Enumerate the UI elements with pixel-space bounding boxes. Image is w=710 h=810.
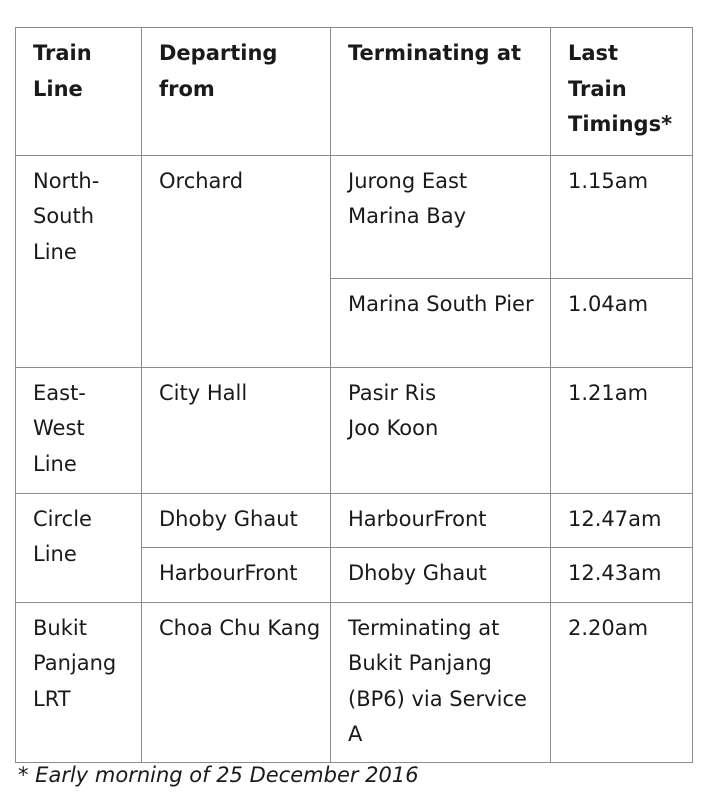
table-header-row xyxy=(16,28,693,156)
terminating-station: Marina Bay xyxy=(348,204,467,228)
cell-terminating-at: HarbourFront xyxy=(331,493,551,547)
cell-terminating-at: Terminating at Bukit Panjang (BP6) via Service A xyxy=(331,602,551,762)
header-terminating-at: Terminating at xyxy=(331,28,551,156)
table-row xyxy=(16,155,693,278)
cell-train-line: Circle Line xyxy=(16,493,142,602)
terminating-station: Joo Koon xyxy=(348,416,439,440)
cell-departing-from: City Hall xyxy=(142,367,331,493)
footnote: * Early morning of 25 December 2016 xyxy=(18,763,419,787)
cell-last-train-time: 1.15am xyxy=(551,155,693,278)
cell-departing-from: Choa Chu Kang xyxy=(142,602,331,762)
header-departing-from: Departing from xyxy=(142,28,331,156)
cell-terminating-at xyxy=(331,155,551,278)
cell-last-train-time: 1.04am xyxy=(551,278,693,367)
cell-train-line: North-South Line xyxy=(16,155,142,367)
terminating-station: Pasir Ris xyxy=(348,380,437,405)
last-train-timings-table xyxy=(15,27,693,763)
cell-terminating-at: Dhoby Ghaut xyxy=(331,547,551,602)
terminating-station: Jurong East xyxy=(348,168,468,193)
cell-train-line: Bukit Panjang LRT xyxy=(16,602,142,762)
cell-last-train-time: 12.43am xyxy=(551,547,693,602)
cell-departing-from: Dhoby Ghaut xyxy=(142,493,331,547)
cell-last-train-time: 12.47am xyxy=(551,493,693,547)
header-last-train-timings: Last Train Timings* xyxy=(551,28,693,156)
table-row xyxy=(16,367,693,493)
cell-train-line: East-West Line xyxy=(16,367,142,493)
table-row xyxy=(16,602,693,762)
table-row xyxy=(16,493,693,547)
header-train-line: Train Line xyxy=(16,28,142,156)
cell-terminating-at: Marina South Pier xyxy=(331,278,551,367)
cell-last-train-time: 1.21am xyxy=(551,367,693,493)
cell-departing-from: Orchard xyxy=(142,155,331,367)
cell-terminating-at xyxy=(331,367,551,493)
cell-last-train-time: 2.20am xyxy=(551,602,693,762)
cell-departing-from: HarbourFront xyxy=(142,547,331,602)
